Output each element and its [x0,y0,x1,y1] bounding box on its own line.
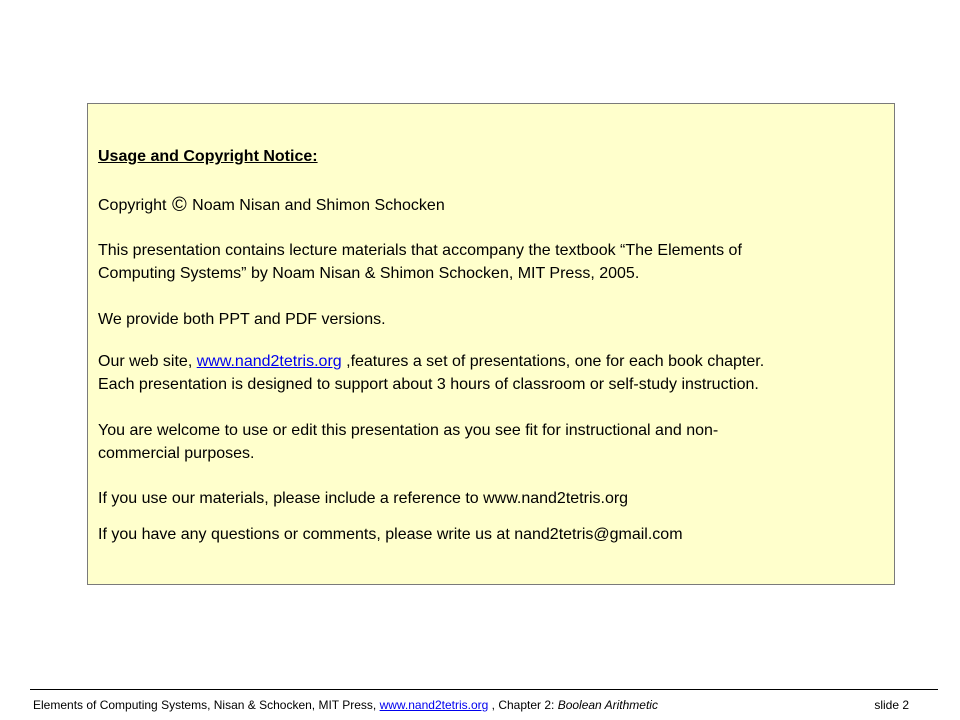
website-line-2: Each presentation is designed to support about 3 hours of classroom or self-study instruction. [98,376,759,393]
copyright-holders: Noam Nisan and Shimon Schocken [192,197,445,214]
footer-prefix: Elements of Computing Systems, Nisan & Schocken, MIT Press, [33,698,380,712]
footer-divider [30,689,938,690]
contact-paragraph: If you have any questions or comments, please write us at nand2tetris@gmail.com [98,526,683,543]
welcome-line-1: You are welcome to use or edit this presentation as you see fit for instructional and non- [98,422,719,439]
website-link[interactable]: www.nand2tetris.org [196,353,342,370]
website-prefix: Our web site, [98,353,197,370]
footer-website-link[interactable]: www.nand2tetris.org [379,698,489,712]
versions-paragraph: We provide both PPT and PDF versions. [98,311,386,328]
copyright-line [98,194,445,217]
copyright-prefix: Copyright [98,197,167,214]
reference-paragraph: If you use our materials, please include a reference to www.nand2tetris.org [98,490,629,507]
welcome-paragraph [98,419,718,465]
slide-number: slide 2 [874,698,909,712]
presentation-line-2: Computing Systems” by Noam Nisan & Shimon Schocken, MIT Press, 2005. [98,265,640,282]
website-paragraph [98,350,764,396]
copyright-notice-box [87,103,895,585]
presentation-paragraph [98,239,742,285]
notice-title: Usage and Copyright Notice: [98,148,318,165]
website-suffix: ,features a set of presentations, one for each book chapter. [341,353,765,370]
presentation-line-1: This presentation contains lecture materials that accompany the textbook “The Elements of [98,242,742,259]
footer-chapter-prefix: , Chapter 2: [488,698,558,712]
footer-chapter-title: Boolean Arithmetic [557,698,658,712]
copyright-icon: © [171,194,187,216]
slide-footer [33,698,909,712]
welcome-line-2: commercial purposes. [98,445,255,462]
website-line-1 [98,350,764,373]
